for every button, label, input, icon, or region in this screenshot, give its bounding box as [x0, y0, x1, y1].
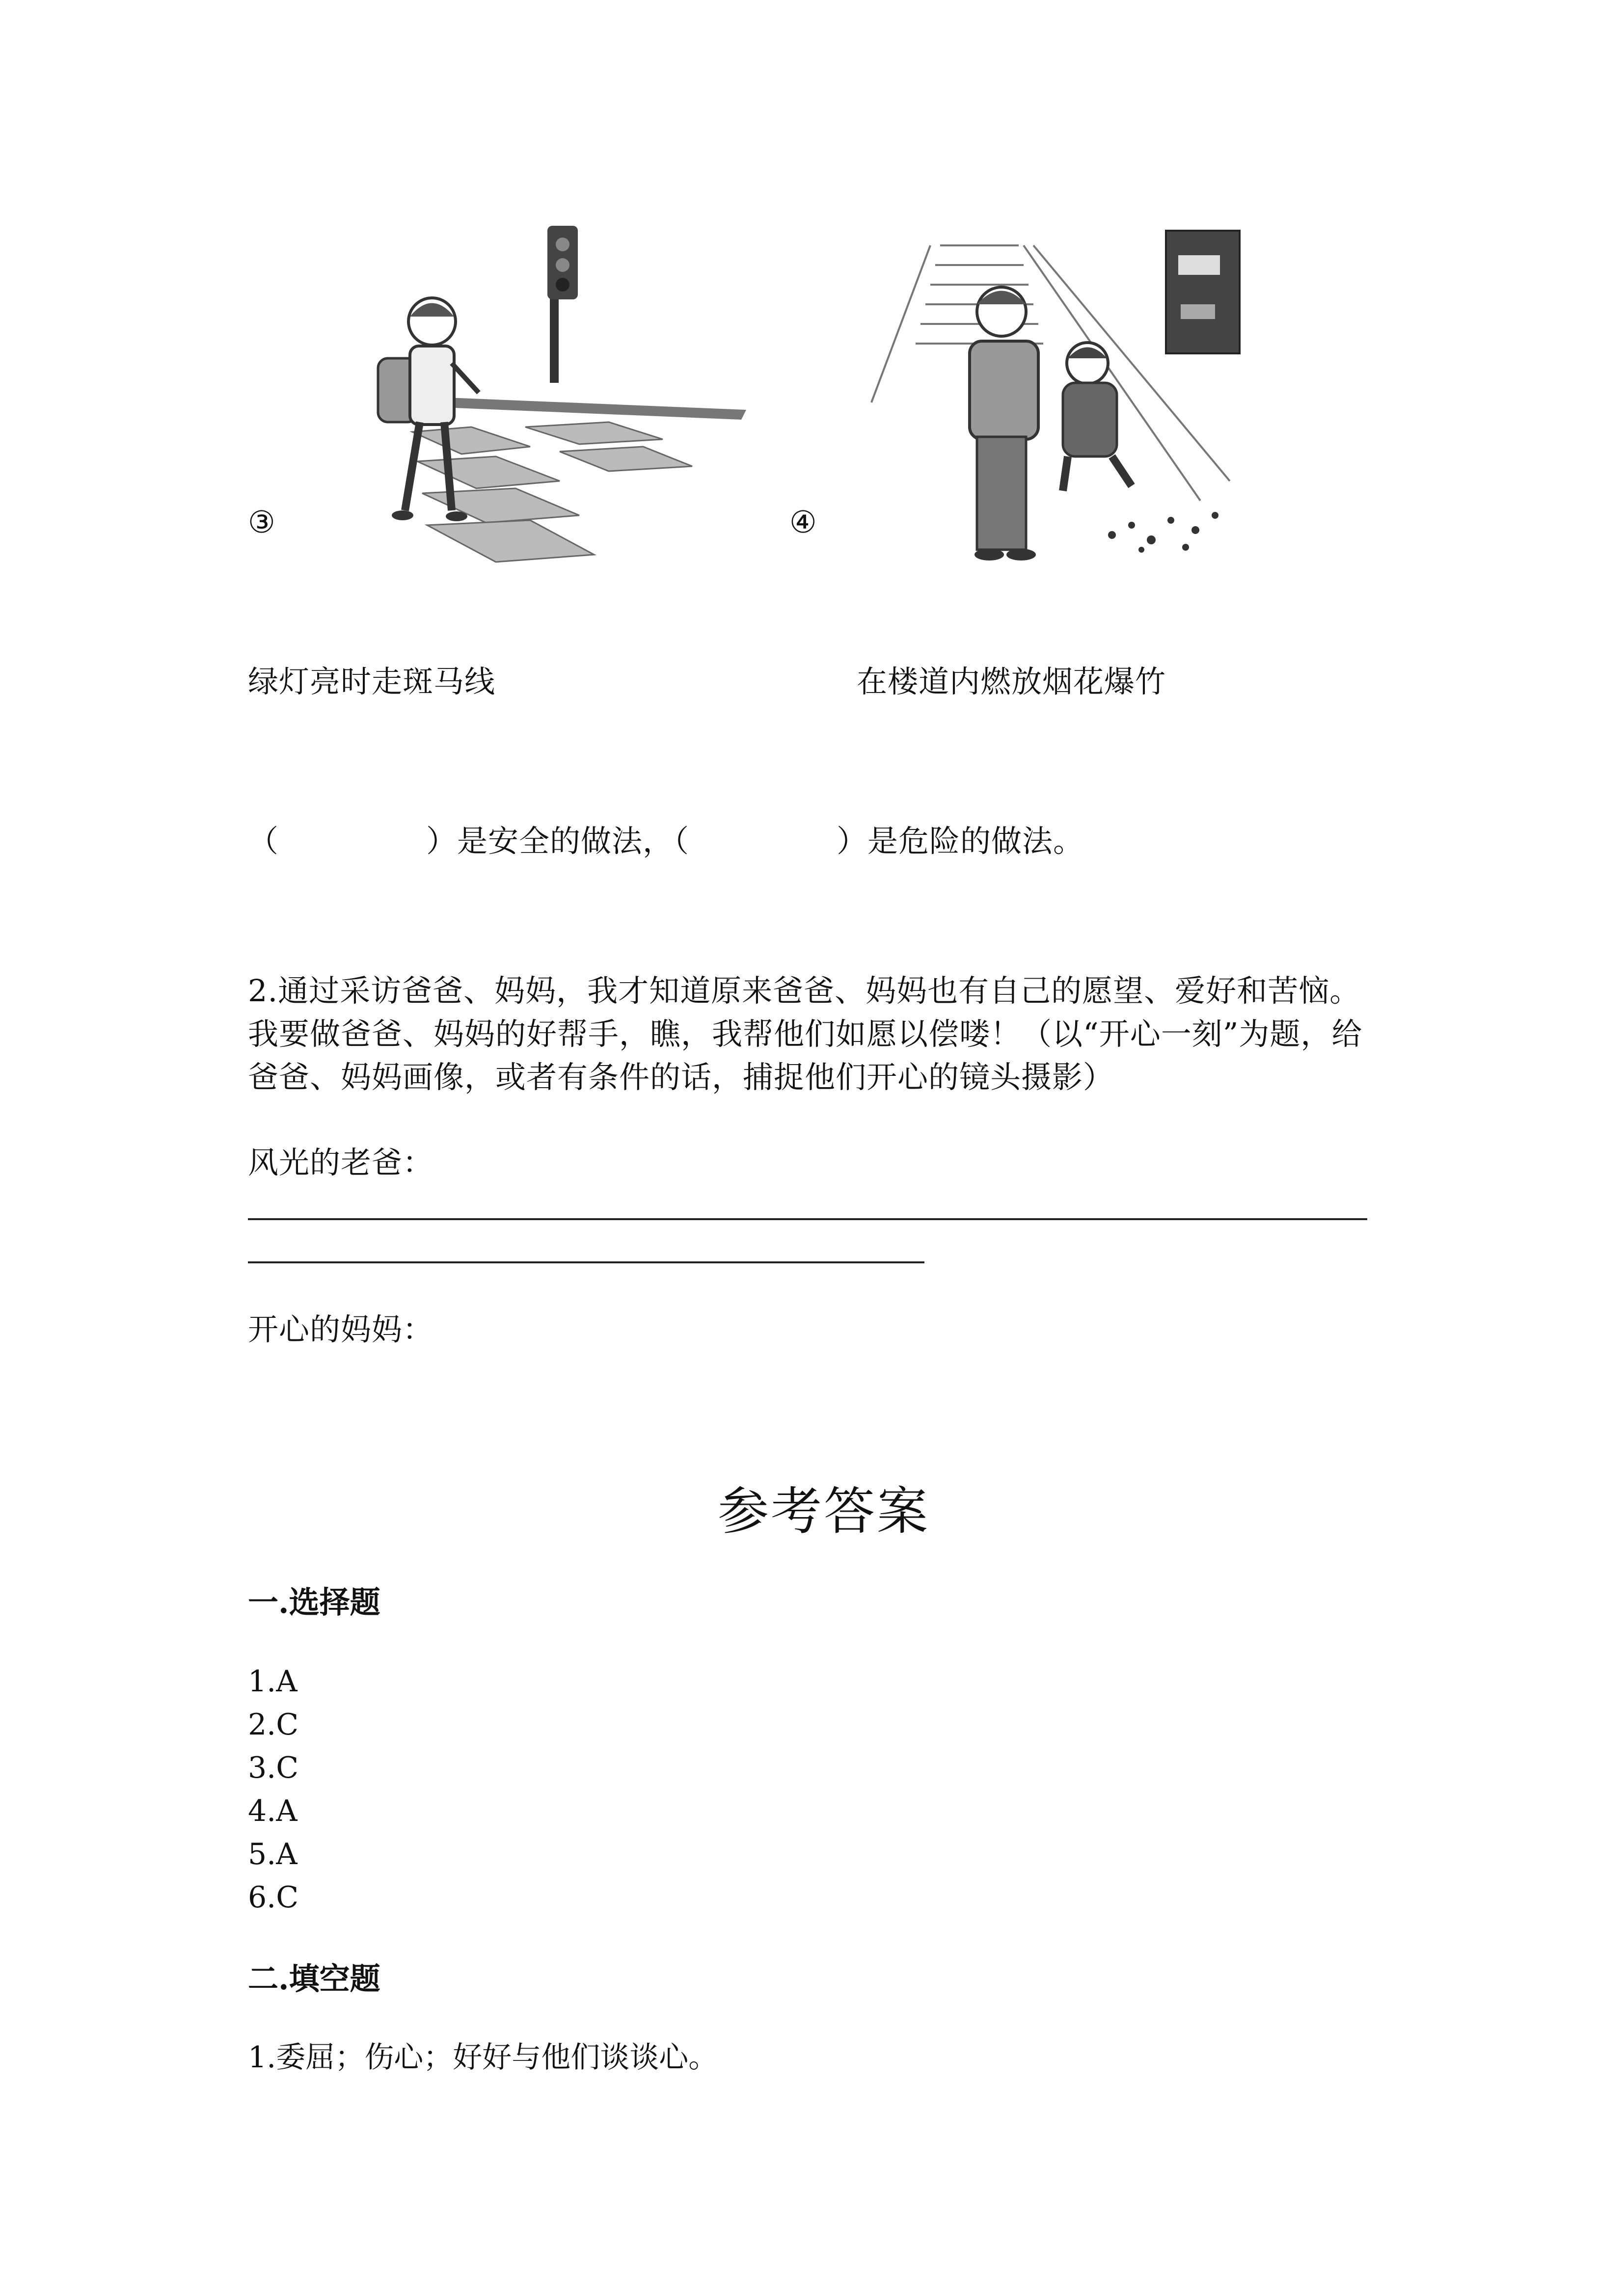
- fill-blank-end: ）是危险的做法。: [837, 823, 1084, 859]
- illustration-3-caption: 绿灯亮时走斑马线: [248, 664, 496, 699]
- section-2-title: 二.填空题: [248, 1961, 380, 1997]
- section-1-title: 一.选择题: [248, 1584, 380, 1620]
- mom-label: 开心的妈妈：: [248, 1311, 434, 1347]
- answer-item: 5.A: [248, 1837, 298, 1871]
- answer-key-title: 参考答案: [718, 1481, 930, 1541]
- stairwell-firecracker-illustration: [857, 226, 1249, 569]
- answer-item: 3.C: [248, 1751, 299, 1785]
- question-2-text: 2.通过采访爸爸、妈妈，我才知道原来爸爸、妈妈也有自己的愿望、爱好和苦恼。我要做爸爸、妈妈的好帮手，瞧，我帮他们如愿以偿喽！（以“开心一刻”为题，给爸爸、妈妈画像，或者有条件的话，捕捉他们开心的镜头摄影）: [248, 973, 1363, 1095]
- dad-answer-line-2[interactable]: [248, 1261, 924, 1263]
- answer-item: 1.A: [248, 1664, 298, 1699]
- fill-blank-sentence: [248, 820, 1084, 863]
- answer-item: 2.C: [248, 1708, 299, 1742]
- illustration-4-marker: ④: [789, 504, 817, 540]
- fill-blank-middle: ）是安全的做法，（: [426, 823, 690, 859]
- crosswalk-traffic-light-illustration: [304, 216, 756, 569]
- dad-label: 风光的老爸：: [248, 1145, 434, 1180]
- illustration-4-caption: 在楼道内燃放烟花爆竹: [857, 664, 1166, 699]
- illustration-3-marker: ③: [248, 504, 276, 540]
- answer-item: 1.委屈；伤心；好好与他们谈谈心。: [248, 2040, 718, 2075]
- dad-answer-line-1[interactable]: [248, 1218, 1367, 1220]
- fill-blank-open-paren: （: [248, 823, 279, 859]
- answer-item: 6.C: [248, 1880, 299, 1915]
- answer-item: 4.A: [248, 1794, 298, 1828]
